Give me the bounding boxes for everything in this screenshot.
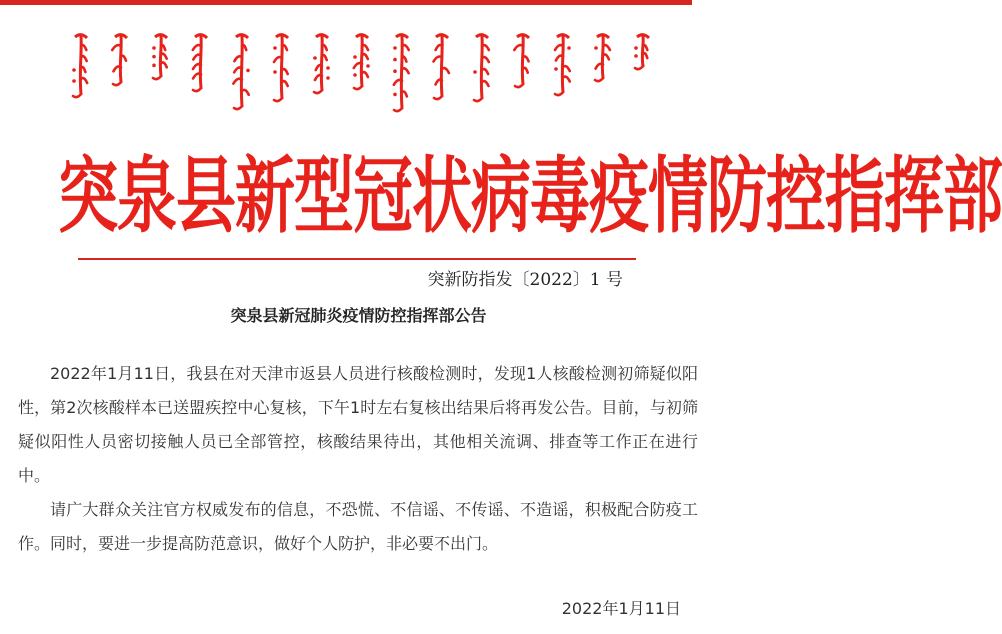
mongolian-word <box>548 30 576 120</box>
mongolian-word <box>347 30 375 120</box>
mongolian-word <box>267 30 295 120</box>
mongolian-word <box>146 30 174 120</box>
mongolian-word <box>628 30 656 120</box>
body-paragraph-2: 请广大群众关注官方权威发布的信息，不恐慌、不信谣、不传谣、不造谣，积极配合防疫工作。同时，要进一步提高防范意识，做好个人防护，非必要不出门。 <box>18 500 698 553</box>
mongolian-script-header <box>66 30 656 120</box>
document-number: 突新防指发〔2022〕1 号 <box>427 270 623 290</box>
mongolian-word <box>588 30 616 120</box>
mongolian-word <box>186 30 214 120</box>
announcement-date: 2022年1月11日 <box>561 599 681 618</box>
organization-name: 突泉县新型冠状病毒疫情防控指挥部 <box>58 148 1002 246</box>
mongolian-word <box>508 30 536 120</box>
mongolian-word <box>106 30 134 120</box>
mongolian-word <box>307 30 335 120</box>
mongolian-word <box>66 30 94 120</box>
mongolian-word <box>427 30 455 120</box>
top-red-rule <box>0 0 692 5</box>
mongolian-word <box>387 30 415 120</box>
announcement-title: 突泉县新冠肺炎疫情防控指挥部公告 <box>230 306 487 325</box>
mongolian-word <box>467 30 495 120</box>
header-red-rule <box>78 258 636 260</box>
mongolian-word <box>227 30 255 120</box>
announcement-body <box>18 357 698 561</box>
body-paragraph-1: 2022年1月11日，我县在对天津市返县人员进行核酸检测时，发现1人核酸检测初筛疑似阳性，第2次核酸样本已送盟疾控中心复核，下午1时左右复核出结果后将再发公告。目前，与初筛疑似阳性人员密切接触人员已全部管控，核酸结果待出，其他相关流调、排查等工作正在进行中。 <box>18 364 698 485</box>
